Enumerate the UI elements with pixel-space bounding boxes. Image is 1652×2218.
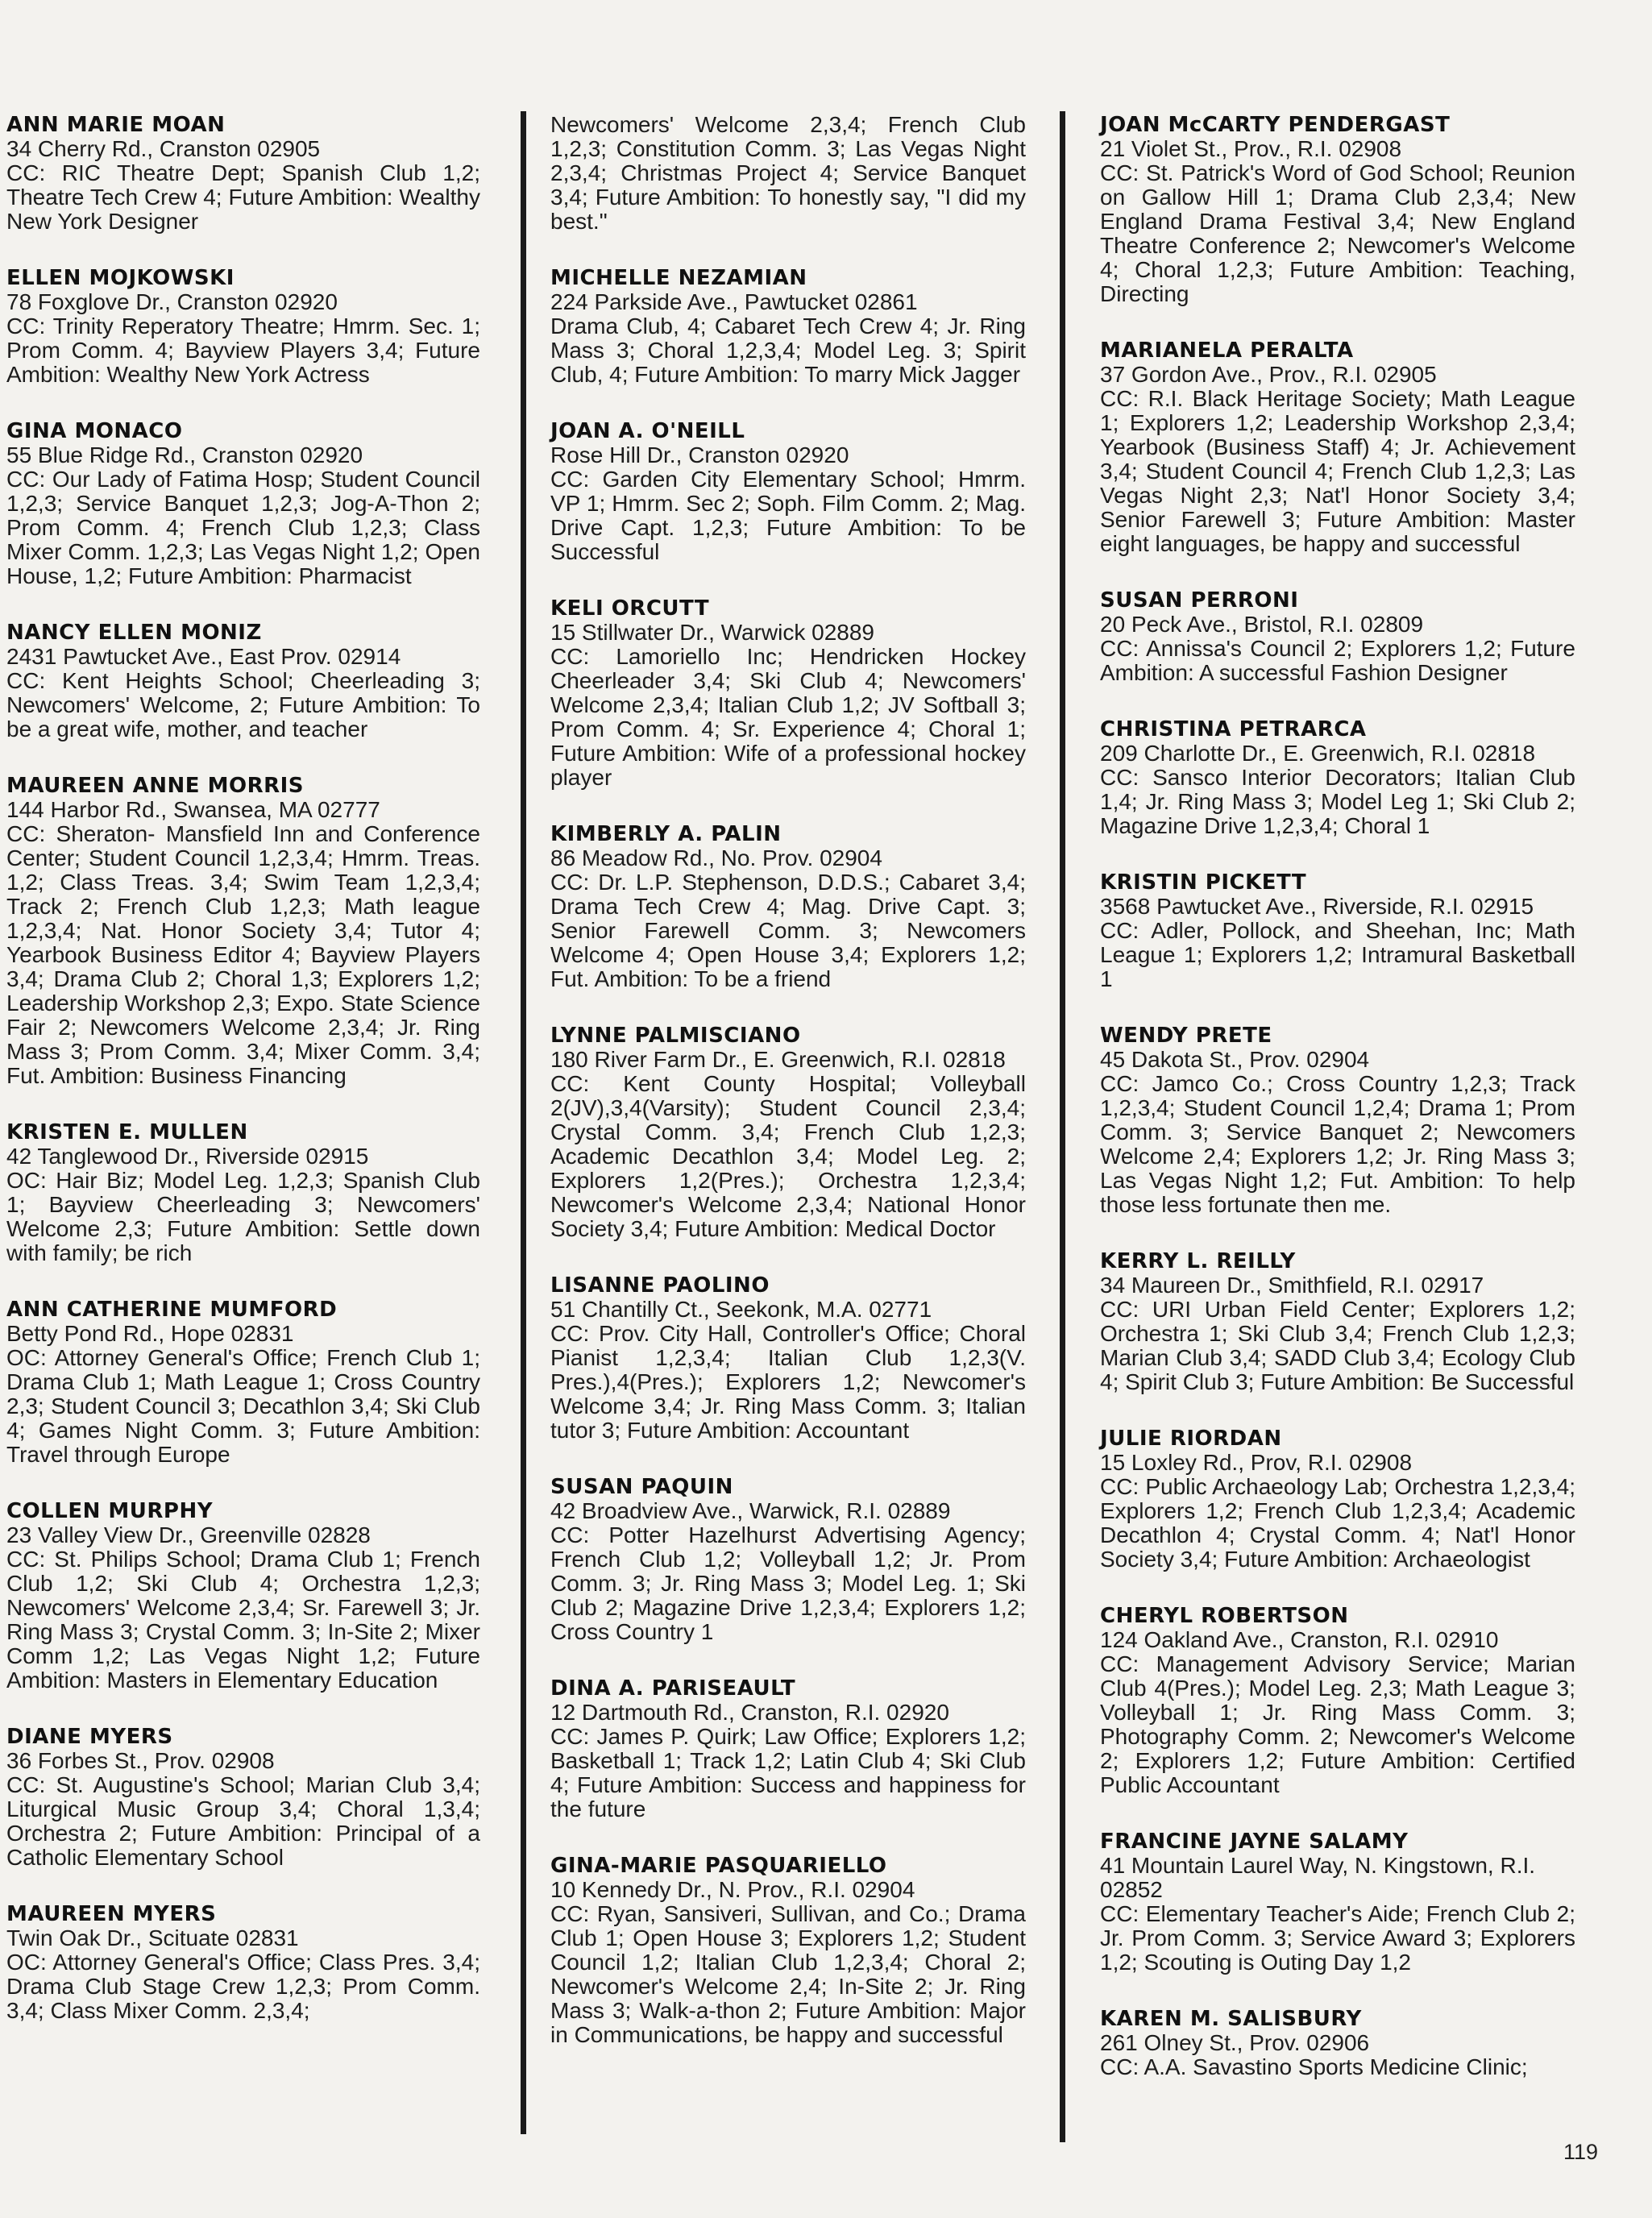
- student-address: 51 Chantilly Ct., Seekonk, M.A. 02771: [550, 1297, 932, 1322]
- senior-entry: [550, 596, 1026, 790]
- student-name: DIANE MYERS: [6, 1725, 173, 1749]
- student-address: 78 Foxglove Dr., Cranston 02920: [6, 289, 338, 314]
- student-activities: CC: Prov. City Hall, Controller's Office; Choral Pianist 1,2,3,4; Italian Club 1,2,3(V. Pres.),4(Pres.); Explorers 1,2; Newcomer's Welcome 3,4; Jr. Ring Mass Comm. 3; Italian tutor 3; Future Ambition: Accountant: [550, 1321, 1026, 1443]
- student-activities: CC: Public Archaeology Lab; Orchestra 1,2,3,4; Explorers 1,2; French Club 1,2,3,4; Academic Decathlon 4; Crystal Comm. 4; Nat'l Honor Society 3,4; Future Ambition: Archaeologist: [1100, 1474, 1575, 1572]
- student-activities: OC: Attorney General's Office; Class Pres. 3,4; Drama Club Stage Crew 1,2,3; Prom Comm. 3,4; Class Mixer Comm. 2,3,4;: [6, 1950, 480, 2023]
- student-name: CHRISTINA PETRARCA: [1100, 717, 1367, 741]
- student-activities: CC: Garden City Elementary School; Hmrm. VP 1; Hmrm. Sec 2; Soph. Film Comm. 2; Mag. Drive Capt. 1,2,3; Future Ambition: To be Successful: [550, 467, 1026, 564]
- student-address: 55 Blue Ridge Rd., Cranston 02920: [6, 442, 363, 467]
- senior-entry: [6, 1120, 480, 1265]
- page-number: 119: [1563, 2140, 1599, 2164]
- student-name: MAUREEN MYERS: [6, 1902, 217, 1926]
- student-activities: CC: Management Advisory Service; Marian Club 4(Pres.); Model Leg. 2,3; Math League 3; Volleyball 1; Jr. Ring Mass Comm. 3; Photography Comm. 2; Newcomer's Welcome 2; Explorers 1,2; Future Ambition: Certified Public Accountant: [1100, 1651, 1575, 1797]
- column-divider: [521, 111, 526, 2134]
- student-activities: CC: Sheraton- Mansfield Inn and Conference Center; Student Council 1,2,3,4; Hmrm. Treas. 1,2; Class Treas. 3,4; Swim Team 1,2,3,4; Track 2; French Club 1,2,3; Math league 1,2,3,4; Nat. Honor Society 3,4; Tutor 4; Yearbook Business Editor 4; Bayview Players 3,4; Drama Club 2; Choral 1,3; Explorers 1,2; Leadership Workshop 2,3; Expo. State Science Fair 2; Newcomers Welcome 2,3,4; Jr. Ring Mass 3; Prom Comm. 3,4; Mixer Comm. 3,4; Fut. Ambition: Business Financing: [6, 821, 480, 1088]
- student-name: SUSAN PERRONI: [1100, 588, 1299, 613]
- student-address: 10 Kennedy Dr., N. Prov., R.I. 02904: [550, 1877, 915, 1902]
- senior-entry: [1100, 113, 1575, 306]
- student-activities: CC: R.I. Black Heritage Society; Math League 1; Explorers 1,2; Leadership Workshop 2,3,4; Yearbook (Business Staff) 4; Jr. Achievement 3,4; Student Council 4; French Club 1,2,3; Las Vegas Night 2,3; Nat'l Honor Society 3,4; Senior Farewell 3; Future Ambition: Master eight languages, be happy and successful: [1100, 386, 1575, 556]
- senior-entry: [1100, 1427, 1575, 1572]
- student-activities: CC: Trinity Reperatory Theatre; Hmrm. Sec. 1; Prom Comm. 4; Bayview Players 3,4; Future Ambition: Wealthy New York Actress: [6, 314, 480, 387]
- student-activities: CC: Ryan, Sansiveri, Sullivan, and Co.; Drama Club 1; Open House 3; Explorers 1,2; Student Council 1,2; Italian Club 1,2,3,4; Choral 2; Newcomer's Welcome 2,4; In-Site 2; Jr. Ring Mass 3; Walk-a-thon 2; Future Ambition: Major in Communications, be happy and successful: [550, 1901, 1026, 2047]
- student-name: MAUREEN ANNE MORRIS: [6, 774, 305, 798]
- student-activities: CC: Annissa's Council 2; Explorers 1,2; Future Ambition: A successful Fashion Designer: [1100, 636, 1575, 685]
- senior-entry: [6, 419, 480, 588]
- student-address: Rose Hill Dr., Cranston 02920: [550, 442, 849, 467]
- student-name: LISANNE PAOLINO: [550, 1273, 770, 1298]
- student-activities: CC: RIC Theatre Dept; Spanish Club 1,2; Theatre Tech Crew 4; Future Ambition: Wealthy New York Designer: [6, 160, 480, 234]
- student-address: 34 Cherry Rd., Cranston 02905: [6, 136, 321, 161]
- student-name: GINA-MARIE PASQUARIELLO: [550, 1854, 887, 1878]
- senior-entry: [550, 1676, 1026, 1821]
- senior-entry: [6, 1902, 480, 2023]
- student-address: 144 Harbor Rd., Swansea, MA 02777: [6, 797, 380, 822]
- senior-entry: [550, 1024, 1026, 1241]
- student-address: 124 Oakland Ave., Cranston, R.I. 02910: [1100, 1627, 1499, 1652]
- senior-entry: [1100, 1249, 1575, 1394]
- student-address: 15 Stillwater Dr., Warwick 02889: [550, 620, 874, 645]
- student-activities: CC: Our Lady of Fatima Hosp; Student Council 1,2,3; Service Banquet 1,2,3; Jog-A-Thon 2; Prom Comm. 4; French Club 1,2,3; Class Mixer Comm. 1,2,3; Las Vegas Night 1,2; Open House, 1,2; Future Ambition: Pharmacist: [6, 467, 480, 588]
- student-name: SUSAN PAQUIN: [550, 1475, 733, 1499]
- student-name: MICHELLE NEZAMIAN: [550, 266, 807, 290]
- student-activities: CC: Lamoriello Inc; Hendricken Hockey Cheerleader 3,4; Ski Club 4; Newcomers' Welcome 2,3,4; Italian Club 1,2; JV Softball 3; Prom Comm. 4; Sr. Experience 4; Choral 1; Future Ambition: Wife of a professional hockey player: [550, 644, 1026, 790]
- student-name: KERRY L. REILLY: [1100, 1249, 1296, 1273]
- student-name: ELLEN MOJKOWSKI: [6, 266, 235, 290]
- senior-entry: [6, 621, 480, 741]
- student-name: JULIE RIORDAN: [1100, 1427, 1282, 1451]
- student-activities: Drama Club, 4; Cabaret Tech Crew 4; Jr. Ring Mass 3; Choral 1,2,3,4; Model Leg. 3; Spirit Club, 4; Future Ambition: To marry Mick Jagger: [550, 314, 1026, 387]
- student-activities: CC: St. Philips School; Drama Club 1; French Club 1,2; Ski Club 4; Orchestra 1,2,3; Newcomers' Welcome 2,3,4; Sr. Farewell 3; Jr. Ring Mass 3; Crystal Comm. 3; In-Site 2; Mixer Comm 1,2; Las Vegas Night 1,2; Future Ambition: Masters in Elementary Education: [6, 1547, 480, 1693]
- student-activities: CC: Potter Hazelhurst Advertising Agency; French Club 1,2; Volleyball 1,2; Jr. Prom Comm. 3; Jr. Ring Mass 3; Model Leg. 1; Ski Club 2; Magazine Drive 1,2,3,4; Explorers 1,2; Cross Country 1: [550, 1522, 1026, 1644]
- senior-entry: [6, 1725, 480, 1870]
- student-address: 12 Dartmouth Rd., Cranston, R.I. 02920: [550, 1700, 949, 1725]
- student-name: KRISTEN E. MULLEN: [6, 1120, 248, 1144]
- senior-entry: [1100, 1604, 1575, 1797]
- student-address: 21 Violet St., Prov., R.I. 02908: [1100, 136, 1402, 161]
- senior-entry: [550, 266, 1026, 387]
- senior-entry: [6, 266, 480, 387]
- senior-entry: [550, 1273, 1026, 1443]
- student-name: DINA A. PARISEAULT: [550, 1676, 796, 1701]
- senior-entry: [1100, 2007, 1575, 2079]
- student-activities: CC: St. Patrick's Word of God School; Reunion on Gallow Hill 1; Drama Club 2,3,4; New England Drama Festival 3,4; New England Theatre Conference 2; Newcomer's Welcome 4; Choral 1,2,3; Future Ambition: Teaching, Directing: [1100, 160, 1575, 306]
- student-activities: CC: Jamco Co.; Cross Country 1,2,3; Track 1,2,3,4; Student Council 1,2,4; Drama 1; Prom Comm. 3; Service Banquet 2; Newcomers Welcome 2,4; Explorers 1,2; Jr. Ring Mass 3; Las Vegas Night 1,2; Fut. Ambition: To help those less fortunate then me.: [1100, 1071, 1575, 1217]
- senior-entry: [6, 1499, 480, 1693]
- senior-entry: [6, 1298, 480, 1467]
- senior-entry: [1100, 339, 1575, 556]
- student-name: ANN MARIE MOAN: [6, 113, 226, 137]
- student-address: 41 Mountain Laurel Way, N. Kingstown, R.I. 02852: [1100, 1853, 1536, 1902]
- student-activities: CC: Adler, Pollock, and Sheehan, Inc; Math League 1; Explorers 1,2; Intramural Basketball 1: [1100, 918, 1575, 991]
- student-name: CHERYL ROBERTSON: [1100, 1604, 1349, 1628]
- column-middle: [550, 113, 1026, 2079]
- student-name: FRANCINE JAYNE SALAMY: [1100, 1830, 1409, 1854]
- student-address: 37 Gordon Ave., Prov., R.I. 02905: [1100, 362, 1437, 387]
- senior-entry: [550, 113, 1026, 234]
- student-name: COLLEN MURPHY: [6, 1499, 214, 1523]
- student-name: KELI ORCUTT: [550, 596, 710, 621]
- student-name: NANCY ELLEN MONIZ: [6, 621, 262, 645]
- student-activities: CC: Kent County Hospital; Volleyball 2(JV),3,4(Varsity); Student Council 2,3,4; Crystal Comm. 3,4; French Club 1,2,3; Academic Decathlon 3,4; Model Leg. 2; Explorers 1,2(Pres.); Orchestra 1,2,3,4; Newcomer's Welcome 2,3,4; National Honor Society 3,4; Future Ambition: Medical Doctor: [550, 1071, 1026, 1241]
- senior-entry: [1100, 1024, 1575, 1217]
- senior-entry: [550, 1475, 1026, 1644]
- senior-entry: [1100, 588, 1575, 685]
- student-address: Betty Pond Rd., Hope 02831: [6, 1321, 294, 1346]
- student-activities: CC: Sansco Interior Decorators; Italian Club 1,4; Jr. Ring Mass 3; Model Leg 1; Ski Club 2; Magazine Drive 1,2,3,4; Choral 1: [1100, 765, 1575, 838]
- student-name: LYNNE PALMISCIANO: [550, 1024, 801, 1048]
- senior-entry: [1100, 717, 1575, 838]
- student-address: 224 Parkside Ave., Pawtucket 02861: [550, 289, 918, 314]
- student-address: 2431 Pawtucket Ave., East Prov. 02914: [6, 644, 401, 669]
- student-address: 209 Charlotte Dr., E. Greenwich, R.I. 02818: [1100, 741, 1536, 766]
- senior-entry: [550, 822, 1026, 991]
- student-activities: OC: Hair Biz; Model Leg. 1,2,3; Spanish Club 1; Bayview Cheerleading 3; Newcomers' Welcome 2,3; Future Ambition: Settle down with family; be rich: [6, 1168, 480, 1265]
- student-address: 180 River Farm Dr., E. Greenwich, R.I. 02818: [550, 1047, 1006, 1072]
- student-name: KAREN M. SALISBURY: [1100, 2007, 1362, 2031]
- senior-entry: [550, 419, 1026, 564]
- student-activities: CC: A.A. Savastino Sports Medicine Clinic;: [1100, 2054, 1528, 2079]
- student-address: 45 Dakota St., Prov. 02904: [1100, 1047, 1370, 1072]
- senior-entry: [1100, 1830, 1575, 1975]
- student-address: 42 Broadview Ave., Warwick, R.I. 02889: [550, 1498, 951, 1523]
- student-address: Twin Oak Dr., Scituate 02831: [6, 1925, 299, 1950]
- column-divider: [1060, 111, 1065, 2142]
- student-address: 15 Loxley Rd., Prov, R.I. 02908: [1100, 1450, 1413, 1475]
- student-name: ANN CATHERINE MUMFORD: [6, 1298, 338, 1322]
- student-name: KRISTIN PICKETT: [1100, 870, 1307, 895]
- student-address: 34 Maureen Dr., Smithfield, R.I. 02917: [1100, 1273, 1484, 1298]
- student-name: WENDY PRETE: [1100, 1024, 1272, 1048]
- student-address: 261 Olney St., Prov. 02906: [1100, 2030, 1370, 2055]
- student-activities: CC: Elementary Teacher's Aide; French Club 2; Jr. Prom Comm. 3; Service Award 3; Explorers 1,2; Scouting is Outing Day 1,2: [1100, 1901, 1575, 1975]
- senior-entry: [1100, 870, 1575, 991]
- student-address: 20 Peck Ave., Bristol, R.I. 02809: [1100, 612, 1424, 637]
- student-address: 42 Tanglewood Dr., Riverside 02915: [6, 1144, 369, 1169]
- student-name: JOAN McCARTY PENDERGAST: [1100, 113, 1451, 137]
- student-activities: CC: URI Urban Field Center; Explorers 1,2; Orchestra 1; Ski Club 3,4; French Club 1,2,3; Marian Club 3,4; SADD Club 3,4; Ecology Club 4; Spirit Club 3; Future Ambition: Be Successful: [1100, 1297, 1575, 1394]
- senior-entry: [6, 774, 480, 1088]
- student-address: 3568 Pawtucket Ave., Riverside, R.I. 02915: [1100, 894, 1534, 919]
- student-activities: CC: Dr. L.P. Stephenson, D.D.S.; Cabaret 3,4; Drama Tech Crew 4; Mag. Drive Capt. 3; Senior Farewell Comm. 3; Newcomers Welcome 4; Open House 3,4; Explorers 1,2; Fut. Ambition: To be a friend: [550, 870, 1026, 991]
- student-address: 86 Meadow Rd., No. Prov. 02904: [550, 845, 882, 870]
- column-right: [1100, 113, 1575, 2112]
- senior-entry: [550, 1854, 1026, 2047]
- student-address: 23 Valley View Dr., Greenville 02828: [6, 1522, 371, 1547]
- student-activities: OC: Attorney General's Office; French Club 1; Drama Club 1; Math League 1; Cross Country 2,3; Student Council 3; Decathlon 3,4; Ski Club 4; Games Night Comm. 3; Future Ambition: Travel through Europe: [6, 1345, 480, 1467]
- student-name: MARIANELA PERALTA: [1100, 339, 1354, 363]
- student-name: JOAN A. O'NEILL: [550, 419, 745, 443]
- student-activities: CC: Kent Heights School; Cheerleading 3; Newcomers' Welcome, 2; Future Ambition: To be a great wife, mother, and teacher: [6, 668, 480, 741]
- student-activities: CC: St. Augustine's School; Marian Club 3,4; Liturgical Music Group 3,4; Choral 1,3,4; Orchestra 2; Future Ambition: Principal of a Catholic Elementary School: [6, 1772, 480, 1870]
- student-activities: CC: James P. Quirk; Law Office; Explorers 1,2; Basketball 1; Track 1,2; Latin Club 4; Ski Club 4; Future Ambition: Success and happiness for the future: [550, 1724, 1026, 1821]
- senior-entry: [6, 113, 480, 234]
- column-left: [6, 113, 480, 2055]
- student-name: KIMBERLY A. PALIN: [550, 822, 782, 846]
- student-name: GINA MONACO: [6, 419, 183, 443]
- student-activities: Newcomers' Welcome 2,3,4; French Club 1,2,3; Constitution Comm. 3; Las Vegas Night 2,3,4; Christmas Project 4; Service Banquet 3,4; Future Ambition: To honestly say, "I did my best.": [550, 112, 1026, 234]
- student-address: 36 Forbes St., Prov. 02908: [6, 1748, 275, 1773]
